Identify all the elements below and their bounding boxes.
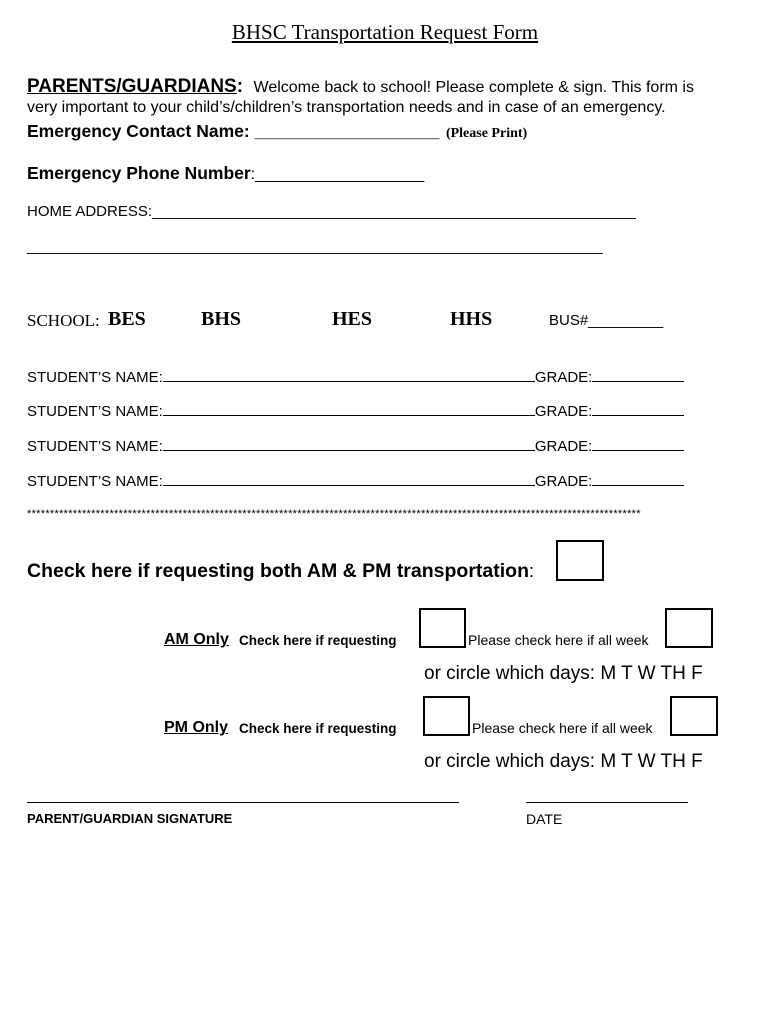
student-name-label: STUDENT’S NAME:	[27, 473, 163, 490]
school-option-hhs[interactable]: HHS	[450, 308, 493, 330]
bus-number-label: BUS#_________	[549, 312, 664, 329]
emergency-contact-label: Emergency Contact Name: ___________________	[27, 121, 440, 141]
parents-guardians-colon: :	[236, 76, 244, 97]
am-all-week-label: Please check here if all week	[468, 632, 649, 648]
school-option-bes[interactable]: BES	[108, 308, 146, 330]
intro-text-2: very important to your child’s/children’s transportation needs and in case of an emergency.	[27, 99, 666, 116]
grade-field[interactable]	[592, 436, 684, 451]
intro-text-1: Welcome back to school! Please complete & sign. This form is	[253, 79, 694, 96]
grade-label: GRADE:	[534, 438, 593, 455]
student-name-field[interactable]	[163, 436, 535, 451]
student-row	[27, 471, 684, 490]
pm-only-checkbox[interactable]	[423, 696, 470, 736]
both-request-colon: :	[528, 561, 534, 581]
school-option-bhs[interactable]: BHS	[201, 308, 242, 330]
emergency-phone-label: Emergency Phone Number	[27, 163, 251, 183]
student-row	[27, 367, 684, 386]
home-address-label: HOME ADDRESS:__________________________________________________________	[27, 203, 636, 220]
school-option-hes[interactable]: HES	[332, 308, 373, 330]
grade-label: GRADE:	[534, 403, 593, 420]
grade-field[interactable]	[592, 367, 684, 382]
student-name-field[interactable]	[163, 401, 535, 416]
emergency-phone-colon: :___________________	[250, 166, 425, 183]
grade-label: GRADE:	[534, 473, 593, 490]
parents-guardians-label: PARENTS/GUARDIANS	[27, 76, 237, 97]
pm-all-week-checkbox[interactable]	[670, 696, 718, 736]
pm-all-week-label: Please check here if all week	[472, 720, 653, 736]
signature-label: PARENT/GUARDIAN SIGNATURE	[27, 811, 233, 826]
student-row	[27, 436, 684, 455]
am-days-selector[interactable]: or circle which days: M T W TH F	[424, 663, 703, 684]
grade-field[interactable]	[592, 401, 684, 416]
separator-stars: **************************************************************************************************************************************	[27, 508, 641, 520]
form-title: BHSC Transportation Request Form	[231, 20, 539, 44]
both-am-pm-checkbox[interactable]	[556, 540, 604, 581]
please-print-note: (Please Print)	[445, 126, 528, 141]
student-name-field[interactable]	[163, 367, 535, 382]
am-only-checkbox[interactable]	[419, 608, 466, 648]
grade-field[interactable]	[592, 471, 684, 486]
am-all-week-checkbox[interactable]	[665, 608, 713, 648]
pm-days-selector[interactable]: or circle which days: M T W TH F	[424, 751, 703, 772]
student-row	[27, 401, 684, 420]
am-request-label: Check here if requesting	[239, 633, 397, 648]
emergency-phone-field[interactable]	[272, 163, 447, 185]
pm-only-label: PM Only	[164, 719, 229, 736]
both-request-label: Check here if requesting both AM & PM transportation	[27, 560, 529, 582]
signature-line[interactable]	[27, 802, 459, 803]
student-name-label: STUDENT’S NAME:	[27, 369, 163, 386]
date-label: DATE	[526, 811, 563, 827]
school-label: SCHOOL:	[27, 311, 100, 330]
intro-line-1	[27, 76, 694, 98]
student-name-label: STUDENT’S NAME:	[27, 438, 163, 455]
emergency-contact-field[interactable]	[270, 121, 476, 143]
am-only-label: AM Only	[164, 631, 229, 648]
grade-label: GRADE:	[534, 369, 593, 386]
student-name-field[interactable]	[163, 471, 535, 486]
bus-number-field[interactable]	[592, 310, 676, 330]
home-address-field[interactable]	[166, 201, 718, 223]
student-name-label: STUDENT’S NAME:	[27, 403, 163, 420]
pm-request-label: Check here if requesting	[239, 721, 397, 736]
both-request-row	[27, 560, 534, 583]
home-address-line-2: _____________________________________________________________________	[27, 238, 603, 255]
date-line[interactable]	[526, 802, 688, 803]
